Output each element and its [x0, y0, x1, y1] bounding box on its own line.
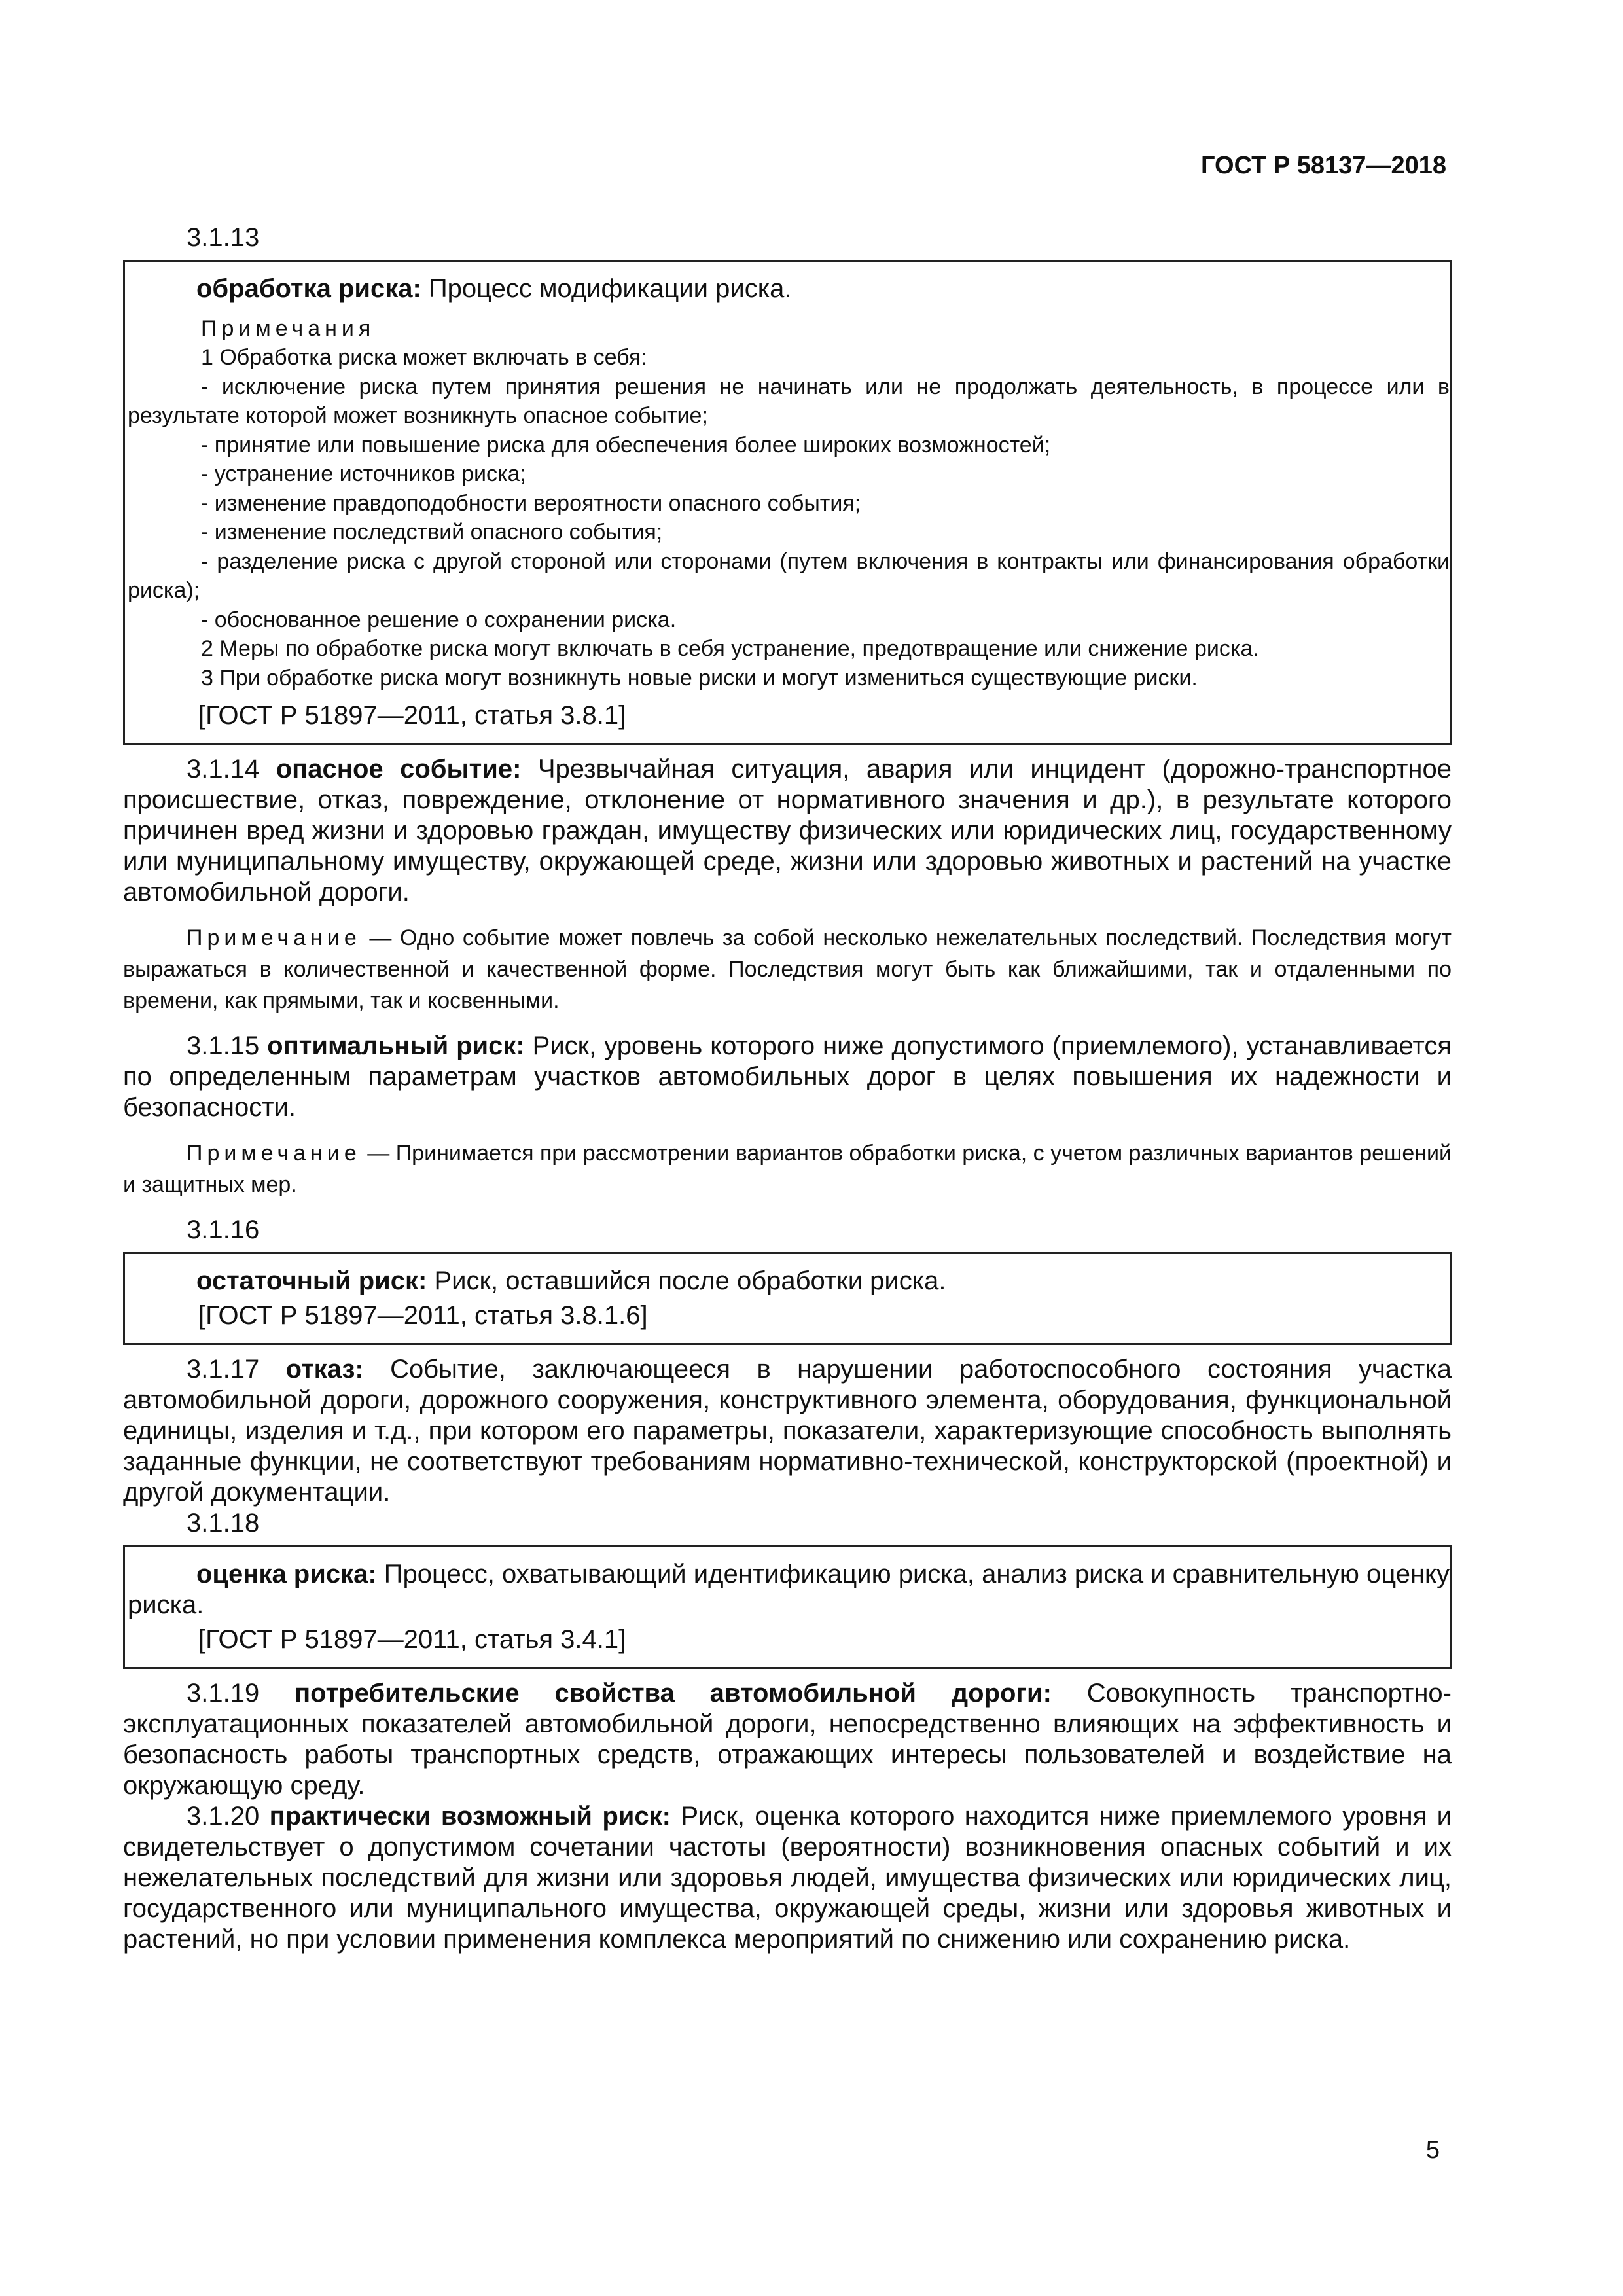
definition-3-1-19 [123, 1678, 1452, 1801]
definition-text-3-1-18: Процесс, охватывающий идентификацию риска, анализ риска и сравнительную оценку риска. [128, 1560, 1450, 1619]
definition-3-1-17 [123, 1354, 1452, 1508]
quoted-definition-box-3-1-13 [123, 260, 1452, 745]
note-line: - устранение источников риска; [201, 461, 526, 486]
page-content [123, 223, 1452, 1955]
definition-3-1-13 [128, 274, 1450, 304]
term-3-1-13: обработка риска: [196, 274, 421, 303]
clause-number-3-1-14: 3.1.14 [187, 755, 260, 783]
source-reference-3-1-18: [ГОСТ Р 51897—2011, статья 3.4.1] [198, 1625, 626, 1654]
note-text: — Одно событие может повлечь за собой несколько нежелательных последствий. Последствия могут выражаться в количественной и качественной форме. Последствия могут быть как ближайшими, так и отдаленными по времени, как прямыми, так и косвенными. [123, 925, 1452, 1013]
definition-3-1-14 [123, 754, 1452, 908]
definition-text-3-1-15: Риск, уровень которого ниже допустимого (приемлемого), устанавливается по определенным параметрам участков автомобильных дорог в целях повышения их надежности и безопасности. [123, 1031, 1452, 1122]
definition-text-3-1-19: Совокупность транспортно-эксплуатационных показателей автомобильной дороги, непосредственно влияющих на эффективность и безопасность работы транспортных средств, отражающих интересы пользователей и воздействие на окружающую среду. [123, 1679, 1452, 1800]
quoted-definition-box-3-1-16 [123, 1252, 1452, 1345]
definition-3-1-20 [123, 1801, 1452, 1955]
definition-text-3-1-14: Чрезвычайная ситуация, авария или инцидент (дорожно-транспортное происшествие, отказ, повреждение, отклонение от нормативного значения и др.), в результате которого причинен вред жизни и здоровью граждан, имуществу физических или юридических лиц, государственному или муниципальному имуществу, окружающей среде, жизни или здоровью животных и растений на участке автомобильной дороги. [123, 755, 1452, 906]
definition-3-1-15 [123, 1031, 1452, 1123]
definition-text-3-1-16: Риск, оставшийся после обработки риска. [427, 1266, 946, 1295]
note-label: Примечание [187, 925, 361, 950]
note-line: - обоснованное решение о сохранении риска. [201, 607, 677, 632]
document-id: ГОСТ Р 58137—2018 [1201, 152, 1446, 179]
note-line: - изменение последствий опасного события; [201, 520, 663, 545]
note-text: — Принимается при рассмотрении вариантов обработки риска, с учетом различных вариантов решений и защитных мер. [123, 1141, 1452, 1197]
note-label: Примечание [187, 1141, 361, 1166]
term-3-1-19: потребительские свойства автомобильной дороги: [294, 1679, 1052, 1708]
note-line: - принятие или повышение риска для обеспечения более широких возможностей; [201, 432, 1051, 457]
definition-3-1-18 [128, 1559, 1450, 1621]
note-3-1-15 [123, 1138, 1452, 1200]
note-line: 3 При обработке риска могут возникнуть новые риски и могут измениться существующие риски. [201, 665, 1198, 691]
clause-number-3-1-18: 3.1.18 [187, 1509, 260, 1537]
note-line: 1 Обработка риска может включать в себя: [201, 345, 647, 370]
clause-number-3-1-13: 3.1.13 [187, 223, 260, 252]
definition-3-1-16 [128, 1266, 1450, 1297]
term-3-1-15: оптимальный риск: [267, 1031, 525, 1060]
quoted-definition-box-3-1-18 [123, 1545, 1452, 1669]
term-3-1-17: отказ: [285, 1355, 364, 1384]
definition-text-3-1-20: Риск, оценка которого находится ниже приемлемого уровня и свидетельствует о допустимом сочетании частоты (вероятности) возникновения опасных событий и их нежелательных последствий для жизни или здоровья людей, имущества физических или юридических лиц, государственного или муниципального имущества, окружающей среды, жизни или здоровья животных и растений, но при условии применения комплекса мероприятий по снижению или сохранению риска. [123, 1802, 1452, 1954]
note-line: 2 Меры по обработке риска могут включать в себя устранение, предотвращение или снижение риска. [201, 636, 1259, 661]
definition-text-3-1-17: Событие, заключающееся в нарушении работоспособного состояния участка автомобильной дороги, дорожного сооружения, конструктивного элемента, оборудования, функциональной единицы, изделия и т.д., при котором его параметры, показатели, характеризующие способность выполнять заданные функции, не соответствуют требованиям нормативно-технической, конструкторской (проектной) и другой документации. [123, 1355, 1452, 1507]
clause-number-3-1-20: 3.1.20 [187, 1802, 260, 1831]
term-3-1-16: остаточный риск: [196, 1266, 427, 1295]
clause-number-3-1-15: 3.1.15 [187, 1031, 260, 1060]
clause-number-3-1-19: 3.1.19 [187, 1679, 260, 1708]
note-line: - разделение риска с другой стороной или сторонами (путем включения в контракты или финансирования обработки риска); [128, 548, 1450, 603]
note-3-1-14 [123, 922, 1452, 1016]
clause-number-3-1-16: 3.1.16 [187, 1215, 260, 1244]
term-3-1-14: опасное событие: [276, 755, 522, 783]
clause-number-3-1-17: 3.1.17 [187, 1355, 260, 1384]
source-reference-3-1-16: [ГОСТ Р 51897—2011, статья 3.8.1.6] [198, 1301, 648, 1330]
term-3-1-18: оценка риска: [196, 1560, 377, 1588]
note-line: - изменение правдоподобности вероятности опасного события; [201, 490, 861, 516]
page-number: 5 [1425, 2136, 1440, 2164]
definition-text-3-1-13: Процесс модификации риска. [421, 274, 792, 303]
note-line: - исключение риска путем принятия решения не начинать или не продолжать деятельность, в процессе или в результате которой может возникнуть опасное событие; [128, 374, 1450, 428]
source-reference-3-1-13: [ГОСТ Р 51897—2011, статья 3.8.1] [198, 701, 626, 730]
term-3-1-20: практически возможный риск: [269, 1802, 671, 1831]
notes-title-3-1-13: Примечания [201, 316, 376, 341]
